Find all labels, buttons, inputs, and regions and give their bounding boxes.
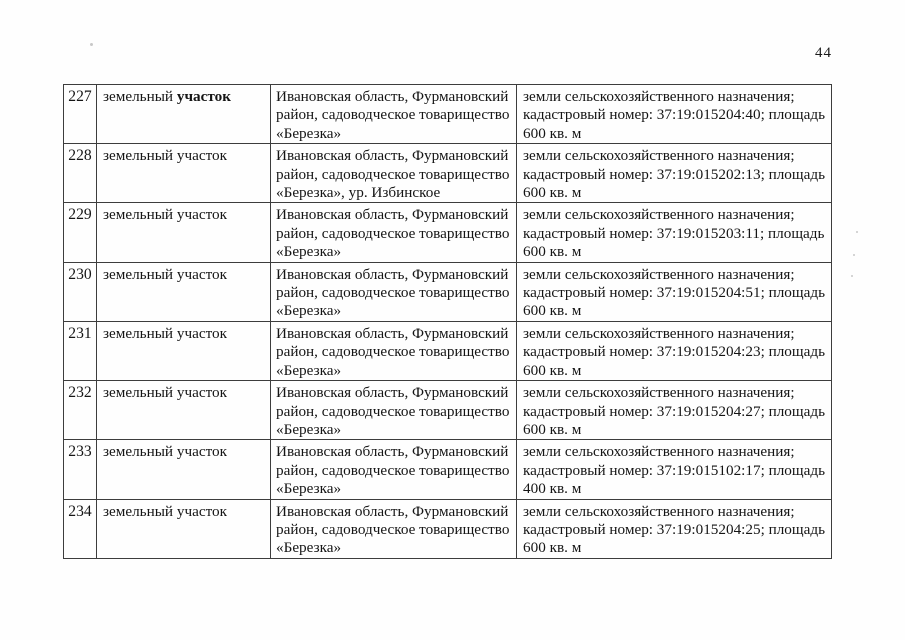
scan-speck	[853, 254, 855, 256]
table-row	[64, 262, 832, 321]
row-number-cell: 230	[64, 262, 97, 321]
location-cell: Ивановская область, Фурмановский район, садоводческое товарищество «Березка»	[271, 440, 517, 499]
object-cell: земельный участок	[97, 144, 271, 203]
details-cell: земли сельскохозяйственного назначения; кадастровый номер: 37:19:015204:23; площадь 600 кв. м	[517, 321, 832, 380]
object-cell: земельный участок	[97, 262, 271, 321]
row-number-cell: 229	[64, 203, 97, 262]
row-number-cell: 231	[64, 321, 97, 380]
row-number-cell: 233	[64, 440, 97, 499]
details-cell: земли сельскохозяйственного назначения; кадастровый номер: 37:19:015204:51; площадь 600 кв. м	[517, 262, 832, 321]
location-cell: Ивановская область, Фурмановский район, садоводческое товарищество «Березка»	[271, 262, 517, 321]
details-cell: земли сельскохозяйственного назначения; кадастровый номер: 37:19:015202:13; площадь 600 кв. м	[517, 144, 832, 203]
scan-speck	[856, 231, 858, 233]
details-cell: земли сельскохозяйственного назначения; кадастровый номер: 37:19:015204:40; площадь 600 кв. м	[517, 85, 832, 144]
details-cell: земли сельскохозяйственного назначения; кадастровый номер: 37:19:015204:27; площадь 600 кв. м	[517, 381, 832, 440]
details-cell: земли сельскохозяйственного назначения; кадастровый номер: 37:19:015204:25; площадь 600 кв. м	[517, 499, 832, 558]
table-row	[64, 440, 832, 499]
object-text: земельный	[103, 88, 174, 105]
location-cell: Ивановская область, Фурмановский район, садоводческое товарищество «Березка»	[271, 381, 517, 440]
table-row	[64, 499, 832, 558]
object-cell: земельный участок	[97, 381, 271, 440]
row-number-cell: 234	[64, 499, 97, 558]
object-cell: земельный участок	[97, 203, 271, 262]
details-cell: земли сельскохозяйственного назначения; кадастровый номер: 37:19:015203:11; площадь 600 кв. м	[517, 203, 832, 262]
object-cell	[97, 85, 271, 144]
object-cell: земельный участок	[97, 440, 271, 499]
row-number-cell: 232	[64, 381, 97, 440]
table-row	[64, 85, 832, 144]
row-number-cell: 227	[64, 85, 97, 144]
location-cell: Ивановская область, Фурмановский район, садоводческое товарищество «Березка»	[271, 203, 517, 262]
scan-speck	[851, 275, 853, 277]
scan-speck	[90, 43, 93, 46]
details-cell: земли сельскохозяйственного назначения; кадастровый номер: 37:19:015102:17; площадь 400 кв. м	[517, 440, 832, 499]
location-cell: Ивановская область, Фурмановский район, садоводческое товарищество «Березка»	[271, 499, 517, 558]
object-cell: земельный участок	[97, 499, 271, 558]
table-row	[64, 321, 832, 380]
object-text-bold: участок	[176, 88, 231, 105]
table-row	[64, 203, 832, 262]
location-cell: Ивановская область, Фурмановский район, садоводческое товарищество «Березка»	[271, 85, 517, 144]
table-row	[64, 381, 832, 440]
land-plots-table	[63, 84, 832, 559]
object-cell: земельный участок	[97, 321, 271, 380]
row-number-cell: 228	[64, 144, 97, 203]
location-cell: Ивановская область, Фурмановский район, садоводческое товарищество «Березка», ур. Избинское	[271, 144, 517, 203]
location-cell: Ивановская область, Фурмановский район, садоводческое товарищество «Березка»	[271, 321, 517, 380]
table-row	[64, 144, 832, 203]
page-number: 44	[815, 45, 832, 61]
